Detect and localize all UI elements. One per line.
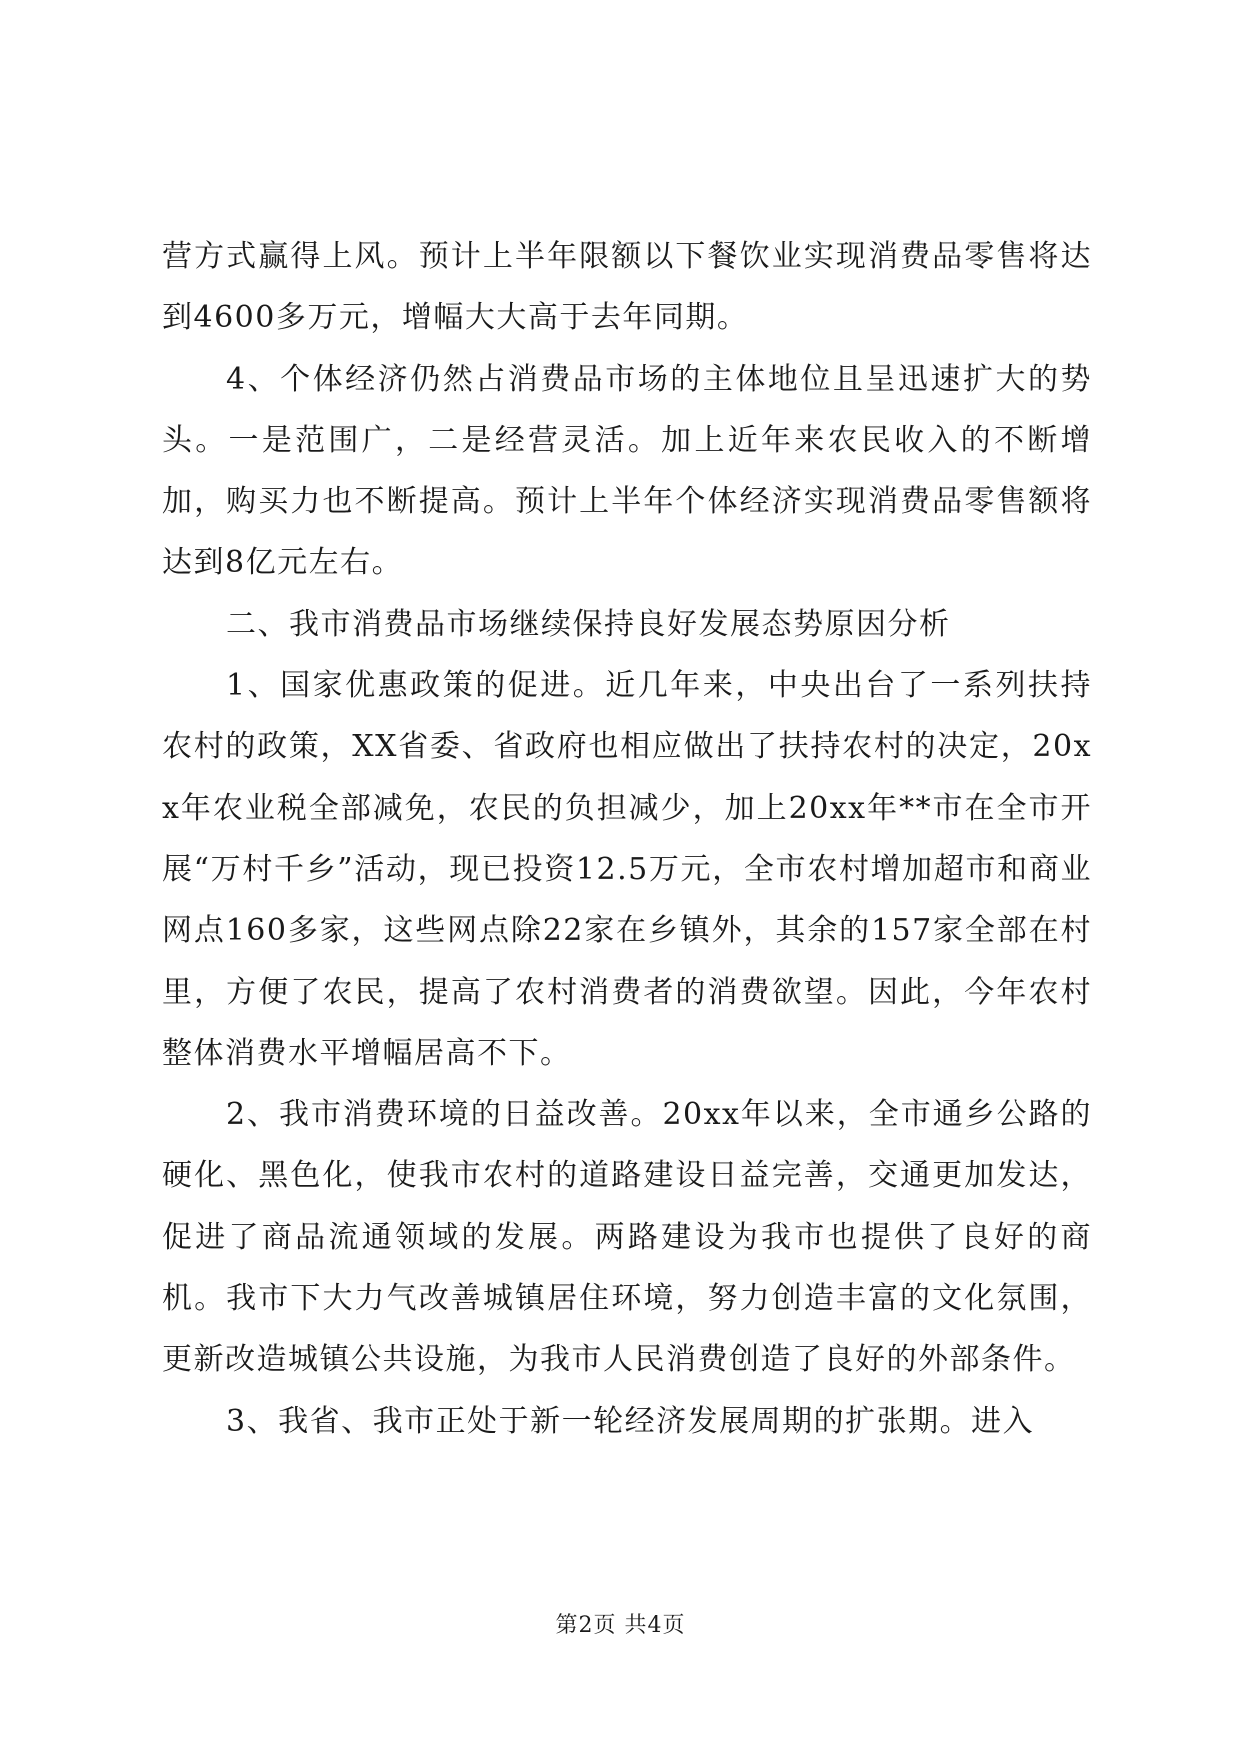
paragraph-2: 4、个体经济仍然占消费品市场的主体地位且呈迅速扩大的势头。一是范围广，二是经营灵活。加上近年来农民收入的不断增加，购买力也不断提高。预计上半年个体经济实现消费品零售额将达到8亿元左右。 xyxy=(162,361,1092,581)
paragraph-5: 3、我省、我市正处于新一轮经济发展周期的扩张期。进入 xyxy=(226,1403,1035,1439)
paragraph-1: 营方式赢得上风。预计上半年限额以下餐饮业实现消费品零售将达到4600多万元，增幅大大高于去年同期。 xyxy=(162,239,1092,336)
paragraph-4: 2、我市消费环境的日益改善。20xx年以来，全市通乡公路的硬化、黑色化，使我市农村的道路建设日益完善，交通更加发达，促进了商品流通领域的发展。两路建设为我市也提供了良好的商机。我市下大力气改善城镇居住环境，努力创造丰富的文化氛围，更新改造城镇公共设施，为我市人民消费创造了良好的外部条件。 xyxy=(162,1097,1092,1378)
paragraph-3: 1、国家优惠政策的促进。近几年来，中央出台了一系列扶持农村的政策，XX省委、省政府也相应做出了扶持农村的决定，20xx年农业税全部减免，农民的负担减少，加上20xx年**市在全市开展“万村千乡”活动，现已投资12.5万元，全市农村增加超市和商业网点160多家，这些网点除22家在乡镇外，其余的157家全部在村里，方便了农民，提高了农村消费者的消费欲望。因此，今年农村整体消费水平增幅居高不下。 xyxy=(162,668,1092,1071)
document-body xyxy=(162,226,1092,1452)
page-footer: 第2页 共4页 xyxy=(555,1613,686,1638)
section-heading: 二、我市消费品市场继续保持良好发展态势原因分析 xyxy=(226,606,951,642)
